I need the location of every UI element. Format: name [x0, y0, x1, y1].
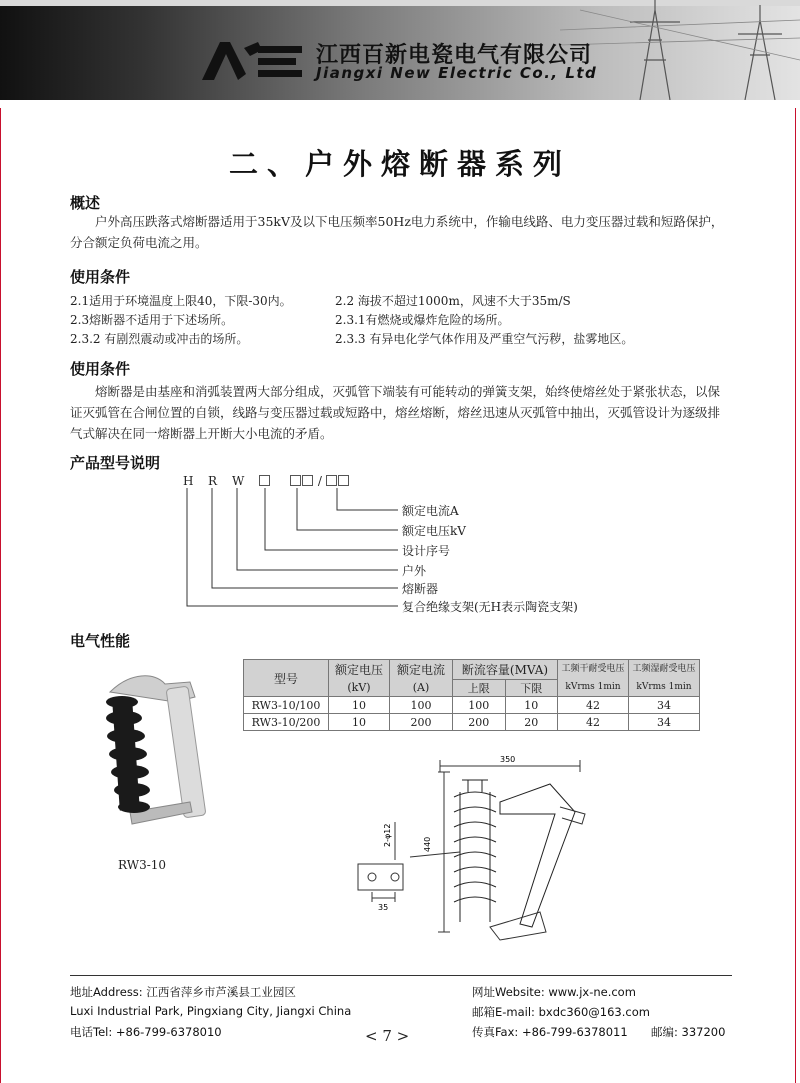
- col-voltage: 额定电压: [329, 660, 390, 680]
- col-type: 型号: [244, 660, 329, 697]
- footer-email: 邮箱E-mail: bxdc360@163.com: [472, 1005, 650, 1019]
- cell-wet: 34: [629, 697, 700, 714]
- condition-item: 2.3.1有燃烧或爆炸危险的场所。: [335, 313, 510, 327]
- overview-text: 户外高压跌落式熔断器适用于35kV及以下电压频率50Hz电力系统中，作输电线路、电力变压器过载和短路保护，分合额定负荷电流之用。: [70, 214, 724, 250]
- fuse-technical-drawing: [350, 752, 600, 952]
- condition-item: 2.3.2 有剧烈震动或冲击的场所。: [70, 332, 249, 346]
- footer-fax: 传真Fax: +86-799-6378011: [472, 1025, 628, 1039]
- structure-text: 熔断器是由基座和消弧装置两大部分组成，灭弧管下端装有可能转动的弹簧支架，始终使熔丝处于紧张状态，以保证灭弧管在合闸位置的自锁，线路与变压器过载或短路中，熔丝熔断，熔丝迅速从灭弧管中抽出，灭弧管设计为逐级排气式解决在同一熔断器上开断大小电流的矛盾。: [70, 384, 721, 441]
- model-label-support: 复合绝缘支架(无H表示陶瓷支架): [402, 600, 578, 614]
- conditions-heading: 使用条件: [70, 268, 131, 286]
- cell-lower: 10: [505, 697, 558, 714]
- cell-current: 100: [390, 697, 453, 714]
- photo-caption: RW3-10: [118, 858, 167, 872]
- cell-upper: 100: [453, 697, 506, 714]
- cell-dry: 42: [558, 714, 629, 731]
- col-current: 额定电流: [390, 660, 453, 680]
- col-upper: 上限: [453, 680, 506, 697]
- model-letter-r: R: [208, 474, 218, 488]
- left-border: [0, 108, 1, 1083]
- company-name-en: Jiangxi New Electric Co., Ltd: [316, 64, 598, 82]
- cell-type: RW3-10/200: [244, 714, 329, 731]
- cell-voltage: 10: [329, 697, 390, 714]
- dim-width: 350: [500, 755, 516, 764]
- col-wet-unit: kVrms 1min: [629, 680, 700, 697]
- condition-item: 2.3.3 有异电化学气体作用及严重空气污秽，盐雾地区。: [335, 332, 634, 346]
- model-label-voltage: 额定电压kV: [402, 524, 466, 538]
- model-bracket-lines: [180, 488, 400, 613]
- page-title: 二、户外熔断器系列: [228, 147, 571, 181]
- fuse-product-photo: [70, 662, 230, 842]
- footer-postcode: 邮编: 337200: [651, 1025, 726, 1039]
- condition-item: 2.2 海拔不超过1000m，风速不大于35m/S: [335, 294, 571, 308]
- table-row: [244, 714, 700, 731]
- col-voltage-unit: (kV): [329, 680, 390, 697]
- col-wet: 工频湿耐受电压: [629, 660, 700, 680]
- col-dry-unit: kVrms 1min: [558, 680, 629, 697]
- model-label-design: 设计序号: [402, 544, 451, 558]
- table-row: [244, 697, 700, 714]
- cell-type: RW3-10/100: [244, 697, 329, 714]
- model-label-outdoor: 户外: [402, 564, 427, 578]
- condition-item: 2.3熔断器不适用于下述场所。: [70, 313, 234, 327]
- model-letter-h: H: [183, 474, 194, 488]
- page-number: < 7 >: [365, 1027, 410, 1045]
- power-tower-graphic: [560, 0, 800, 100]
- right-border: [795, 108, 796, 1083]
- cell-lower: 20: [505, 714, 558, 731]
- col-capacity: 断流容量(MVA): [453, 660, 558, 680]
- model-label-current: 额定电流A: [402, 504, 459, 518]
- electrical-heading: 电气性能: [70, 632, 131, 650]
- footer-address-cn: 地址Address: 江西省萍乡市芦溪县工业园区: [70, 985, 296, 999]
- dim-height: 440: [423, 836, 432, 852]
- cell-wet: 34: [629, 714, 700, 731]
- col-current-unit: (A): [390, 680, 453, 697]
- model-label-fuse: 熔断器: [402, 582, 439, 596]
- model-heading: 产品型号说明: [70, 454, 161, 472]
- structure-heading: 使用条件: [70, 360, 131, 378]
- cell-current: 200: [390, 714, 453, 731]
- model-code-boxes: /: [259, 474, 350, 488]
- cell-voltage: 10: [329, 714, 390, 731]
- condition-item: 2.1适用于环境温度上限40，下限-30内。: [70, 294, 292, 308]
- overview-heading: 概述: [70, 194, 101, 212]
- company-name-cn: 江西百新电瓷电气有限公司: [316, 43, 593, 68]
- footer-website: 网址Website: www.jx-ne.com: [472, 985, 636, 999]
- electrical-table: [243, 659, 700, 731]
- footer-divider: [70, 975, 732, 976]
- cell-dry: 42: [558, 697, 629, 714]
- cell-upper: 200: [453, 714, 506, 731]
- col-lower: 下限: [505, 680, 558, 697]
- col-dry: 工频干耐受电压: [558, 660, 629, 680]
- footer-address-en: Luxi Industrial Park, Pingxiang City, Jiangxi China: [70, 1004, 352, 1018]
- footer-tel: 电话Tel: +86-799-6378010: [70, 1025, 222, 1039]
- dim-hole: 2-φ12: [383, 823, 392, 847]
- dim-spacing: 35: [378, 903, 389, 912]
- model-letter-w: W: [232, 474, 245, 488]
- company-logo-icon: [200, 40, 304, 82]
